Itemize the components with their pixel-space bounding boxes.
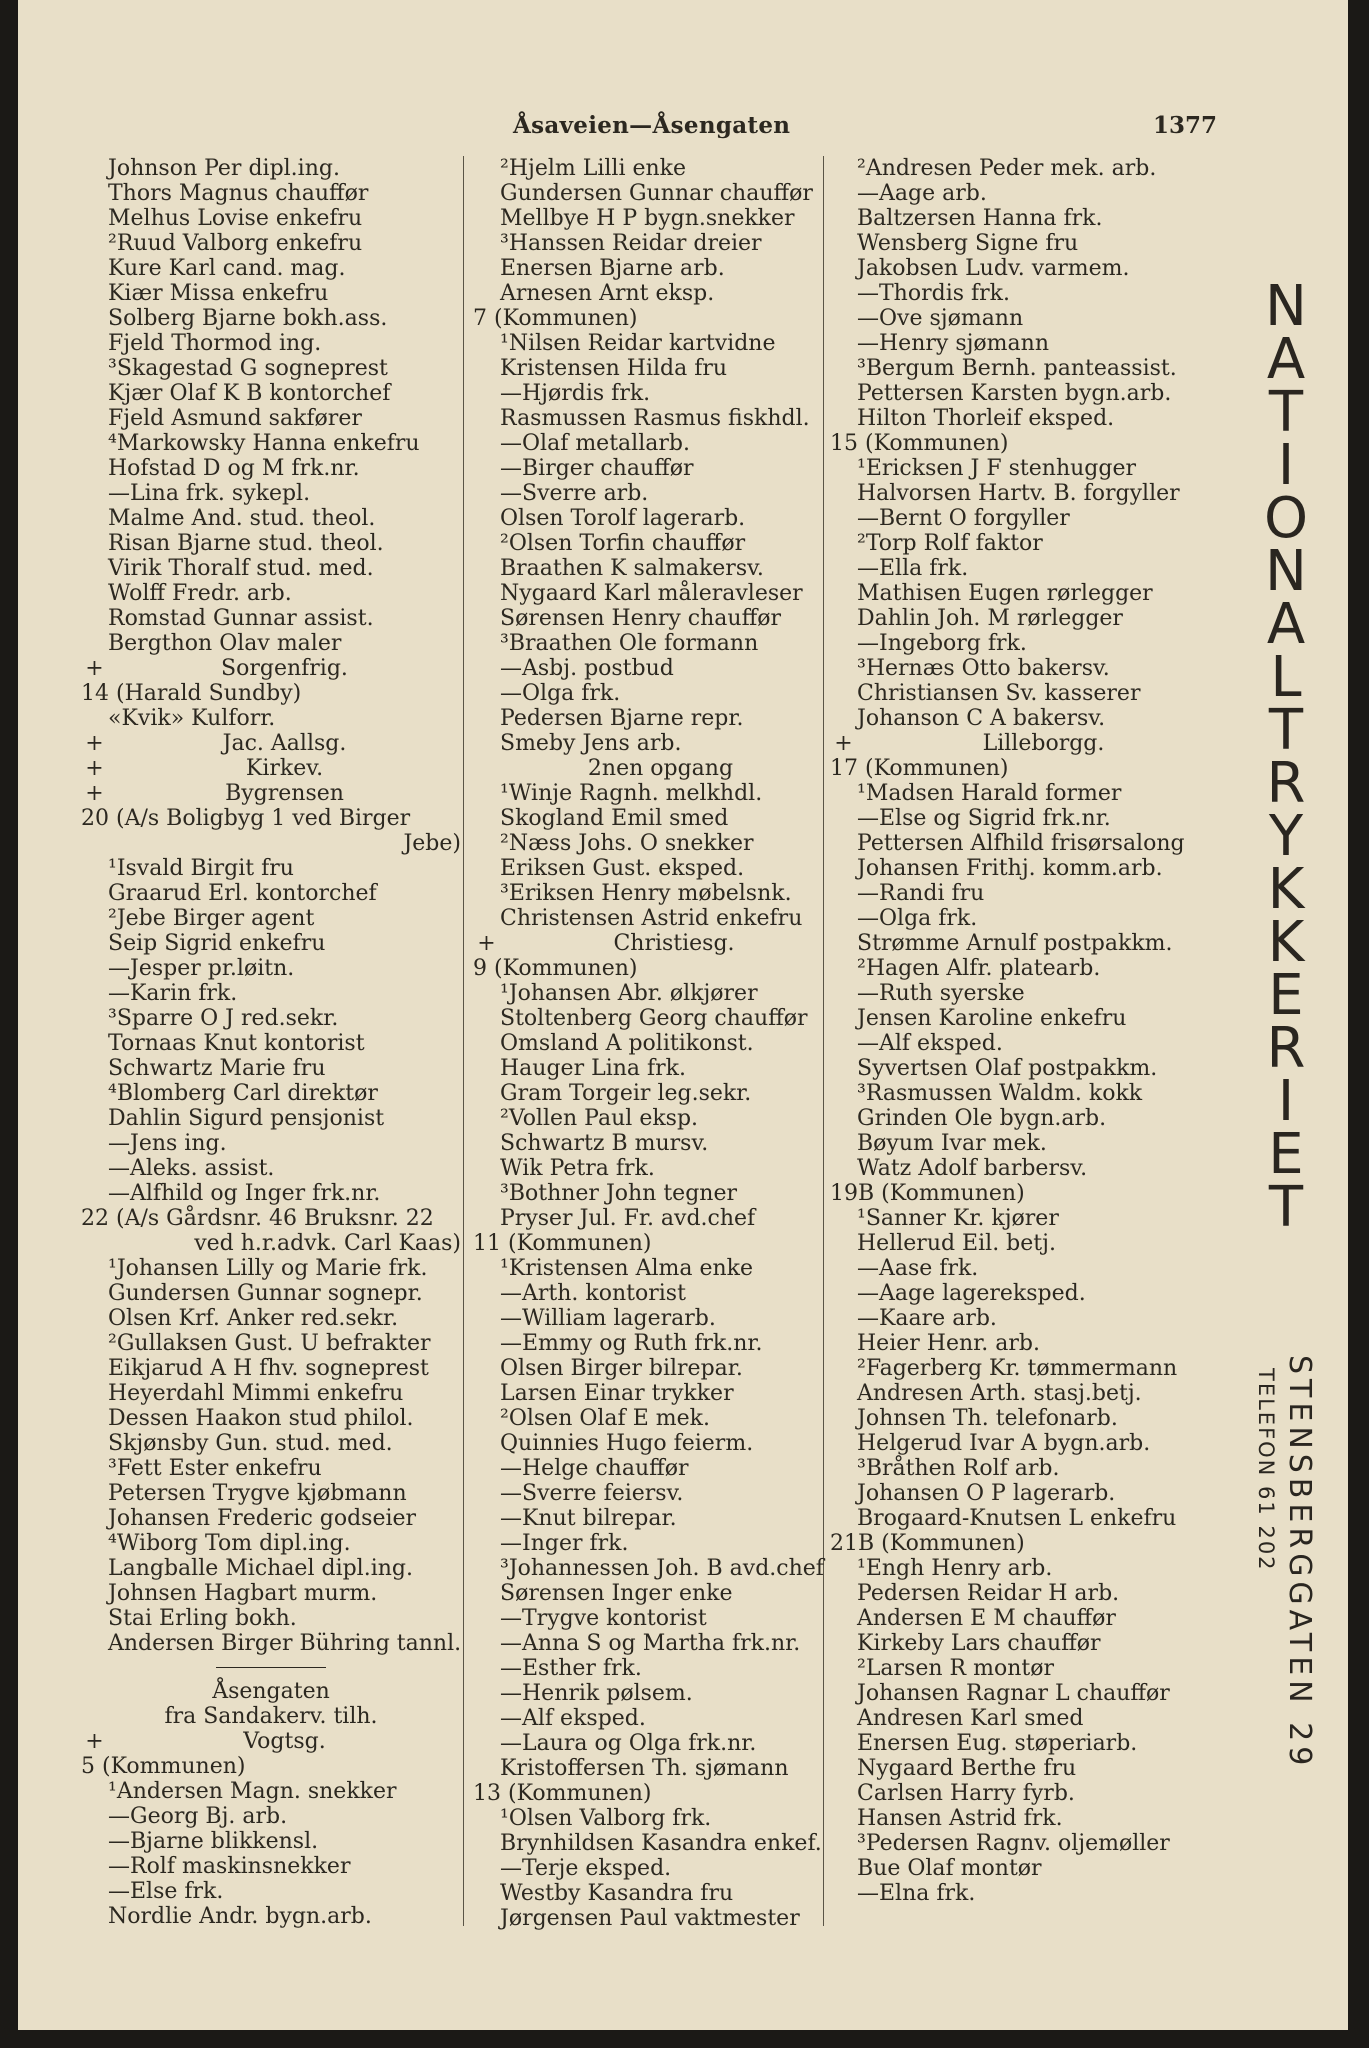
resident-entry: Andresen Arth. stasj.betj. [857,1381,1142,1406]
resident-entry: Virik Thoralf stud. med. [108,556,374,581]
resident-entry: Pettersen Karsten bygn.arb. [857,381,1172,406]
resident-entry: —Esther frk. [500,1656,642,1681]
resident-entry: Wik Petra frk. [500,1156,655,1181]
resident-entry: —Knut bilrepar. [500,1506,677,1531]
brand-letter: R [1266,1016,1306,1081]
house-number-heading: 14 (Harald Sundby) [81,681,302,706]
resident-entry: —Inger frk. [500,1531,629,1556]
resident-entry: —Sverre feiersv. [500,1481,684,1506]
resident-entry: ¹Andersen Magn. snekker [108,1779,397,1804]
resident-entry: Thors Magnus chauffør [108,181,369,206]
house-number-heading: 11 (Kommunen) [473,1231,652,1256]
resident-entry: Wolff Fredr. arb. [108,581,292,606]
resident-entry: Fjeld Asmund sakfører [108,406,362,431]
resident-entry: Braathen K salmakersv. [500,556,764,581]
resident-entry: Andersen Birger Bühring tannl. [108,1631,462,1656]
brand-letter: K [1267,857,1305,922]
brand-letter: A [1266,592,1306,657]
cross-street [81,756,461,781]
resident-entry: —Jesper pr.løitn. [108,956,295,981]
cross-marker-icon: + [477,931,496,956]
resident-entry: Skogland Emil smed [500,806,729,831]
resident-entry: Nygaard Berthe fru [857,1756,1077,1781]
resident-entry: Westby Kasandra fru [500,1881,734,1906]
cross-marker-icon: + [85,781,104,806]
resident-entry: Hellerud Eil. betj. [857,1231,1056,1256]
resident-entry: ¹Johansen Abr. ølkjører [500,981,758,1006]
cross-street-name: Lilleborgg. [982,731,1105,756]
resident-entry: —Aage lagereksped. [857,1281,1086,1306]
resident-entry: ³Hernæs Otto bakersv. [857,656,1110,681]
resident-entry: ⁴Markowsky Hanna enkefru [108,431,420,456]
resident-entry: —Aleks. assist. [108,1156,275,1181]
resident-entry: Pedersen Bjarne repr. [500,706,744,731]
resident-entry: Jakobsen Ludv. varmem. [857,256,1130,281]
brand-letter: N [1265,274,1307,339]
resident-entry: Dahlin Joh. M rørlegger [857,606,1123,631]
resident-entry: —Alf eksped. [857,1031,1003,1056]
resident-entry: ²Gullaksen Gust. U befrakter [108,1331,431,1356]
resident-entry: Johnsen Hagbart murm. [108,1581,378,1606]
page-number: 1377 [1153,112,1218,139]
resident-entry: —Ingeborg frk. [857,631,1027,656]
directory-column-1 [81,156,461,1929]
resident-entry: ¹Nilsen Reidar kartvidne [500,331,776,356]
resident-entry: ¹Isvald Birgit fru [108,856,294,881]
street-heading: Åsengaten [212,1679,330,1704]
resident-entry: ³Rasmussen Waldm. kokk [857,1081,1143,1106]
resident-entry: —Anna S og Martha frk.nr. [500,1631,801,1656]
cross-marker-icon: + [85,756,104,781]
resident-entry: Sørensen Henry chauffør [500,606,781,631]
resident-entry: Gundersen Gunnar chauffør [500,181,813,206]
resident-entry: Bue Olaf montør [857,1856,1042,1881]
resident-entry: —Trygve kontorist [500,1606,707,1631]
house-number-heading: 13 (Kommunen) [473,1781,652,1806]
resident-entry: ¹Winje Ragnh. melkhdl. [500,781,763,806]
resident-entry: Kiær Missa enkefru [108,281,329,306]
house-number-heading: 17 (Kommunen) [830,756,1009,781]
street-heading: fra Sandakerv. tilh. [164,1704,378,1729]
resident-entry: Schwartz B mursv. [500,1131,709,1156]
cross-marker-icon: + [834,731,853,756]
resident-entry: Olsen Torolf lagerarb. [500,506,746,531]
cross-street-name: Sorgenfrig. [221,656,348,681]
resident-entry: Heyerdahl Mimmi enkefru [108,1381,404,1406]
cross-street [81,656,461,681]
resident-entry: Johansen O P lagerarb. [857,1481,1116,1506]
resident-entry: ⁴Blomberg Carl direktør [108,1081,378,1106]
resident-entry: Johanson C A bakersv. [857,706,1106,731]
resident-entry: Dessen Haakon stud philol. [108,1406,414,1431]
resident-entry: ¹Kristensen Alma enke [500,1256,754,1281]
resident-entry: —Terje eksped. [500,1856,672,1881]
resident-entry: ²Fagerberg Kr. tømmermann [857,1356,1178,1381]
resident-entry: Solberg Bjarne bokh.ass. [108,306,388,331]
resident-entry: Fjeld Thormod ing. [108,331,322,356]
resident-entry: Hofstad D og M frk.nr. [108,456,360,481]
house-number-heading: 7 (Kommunen) [473,306,638,331]
resident-entry: ²Olsen Torfin chauffør [500,531,746,556]
house-number-heading: 9 (Kommunen) [473,956,638,981]
cross-street-name: Christiesg. [613,931,735,956]
resident-entry: Baltzersen Hanna frk. [857,206,1103,231]
resident-entry: Larsen Einar trykker [500,1381,734,1406]
cross-marker-icon: + [85,731,104,756]
street-heading: 2nen opgang [587,756,734,781]
resident-entry: ²Næss Johs. O snekker [500,831,754,856]
resident-entry: —Helge chauffør [500,1456,689,1481]
house-number-heading: 22 (A/s Gårdsnr. 46 Bruksnr. 22 [81,1206,434,1231]
resident-entry: —Jens ing. [108,1131,227,1156]
resident-entry: Pryser Jul. Fr. avd.chef [500,1206,756,1231]
resident-entry: —Ella frk. [857,556,969,581]
resident-entry: —Olga frk. [857,906,978,931]
brand-letter: A [1266,327,1306,392]
resident-entry: Eikjarud A H fhv. sogneprest [108,1356,429,1381]
cross-street [830,731,1230,756]
resident-entry: ²Andresen Peder mek. arb. [857,156,1157,181]
cross-street-name: Vogtsg. [243,1729,326,1754]
brand-letter: N [1265,539,1307,604]
side-address-text: STENSBERGGATEN 29 [1282,1355,1317,1771]
resident-entry: Sørensen Inger enke [500,1581,733,1606]
resident-entry: ²Olsen Olaf E mek. [500,1406,710,1431]
resident-entry: Wensberg Signe fru [857,231,1079,256]
resident-entry: Stoltenberg Georg chauffør [500,1006,808,1031]
resident-entry: Mellbye H P bygn.snekker [500,206,795,231]
house-number-heading: 5 (Kommunen) [81,1754,246,1779]
resident-entry: —Alf eksped. [500,1706,646,1731]
resident-entry: Andresen Karl smed [857,1706,1084,1731]
resident-entry: ³Bergum Bernh. panteassist. [857,356,1177,381]
resident-entry: —Bjarne blikkensl. [108,1829,319,1854]
brand-letter: R [1266,751,1306,816]
house-number-heading: 20 (A/s Boligbyg 1 ved Birger [81,806,411,831]
resident-entry: —Henry sjømann [857,331,1049,356]
resident-entry: Gundersen Gunnar sognepr. [108,1281,423,1306]
resident-entry: Smeby Jens arb. [500,731,682,756]
resident-entry: —Olga frk. [500,681,621,706]
resident-entry: —Elna frk. [857,1881,976,1906]
resident-entry: Halvorsen Hartv. B. forgyller [857,481,1180,506]
resident-entry: —Arth. kontorist [500,1281,686,1306]
resident-entry: Enersen Bjarne arb. [500,256,725,281]
directory-column-2 [473,156,848,1931]
resident-entry: Helgerud Ivar A bygn.arb. [857,1431,1151,1456]
resident-entry: Olsen Birger bilrepar. [500,1356,743,1381]
resident-entry: —Karin frk. [108,981,238,1006]
cross-street [81,731,461,756]
resident-entry: ³Fett Ester enkefru [108,1456,322,1481]
brand-letter: E [1268,963,1304,1028]
resident-entry: Kirkeby Lars chauffør [857,1631,1101,1656]
resident-entry: ¹Olsen Valborg frk. [500,1806,712,1831]
resident-entry: ²Hjelm Lilli enke [500,156,687,181]
brand-letter: K [1267,910,1305,975]
resident-entry: Strømme Arnulf postpakkm. [857,931,1173,956]
resident-entry: Jørgensen Paul vaktmester [500,1906,800,1931]
resident-entry: Jensen Karoline enkefru [857,1006,1127,1031]
page-title: Åsaveien—Åsengaten [513,112,791,139]
resident-entry: Heier Henr. arb. [857,1331,1040,1356]
resident-entry: —Sverre arb. [500,481,649,506]
resident-entry: —Bernt O forgyller [857,506,1070,531]
resident-entry: —Else og Sigrid frk.nr. [857,806,1111,831]
resident-entry: Arnesen Arnt eksp. [500,281,715,306]
house-number-heading: 21B (Kommunen) [830,1531,1025,1556]
resident-entry: Hauger Lina frk. [500,1056,686,1081]
resident-entry: Johansen Frederic godseier [108,1506,417,1531]
resident-entry: Skjønsby Gun. stud. med. [108,1431,393,1456]
resident-entry: Mathisen Eugen rørlegger [857,581,1153,606]
resident-entry: —Alfhild og Inger frk.nr. [108,1181,381,1206]
cross-street [81,781,461,806]
resident-entry: Kure Karl cand. mag. [108,256,346,281]
resident-entry: —Birger chauffør [500,456,694,481]
resident-entry: ³Eriksen Henry møbelsnk. [500,881,792,906]
cross-street [81,1729,461,1754]
brand-letter: I [1277,433,1295,498]
resident-entry: ¹Madsen Harald former [857,781,1122,806]
resident-entry: —Ruth syerske [857,981,1025,1006]
brand-letter: T [1268,1175,1304,1240]
resident-entry: Romstad Gunnar assist. [108,606,374,631]
cross-marker-icon: + [85,656,104,681]
resident-entry: Quinnies Hugo feierm. [500,1431,754,1456]
resident-entry: Graarud Erl. kontorchef [108,881,377,906]
resident-entry: —William lagerarb. [500,1306,716,1331]
resident-entry: Brogaard-Knutsen L enkefru [857,1506,1177,1531]
brand-letter: I [1277,1069,1295,1134]
resident-entry: ¹Johansen Lilly og Marie frk. [108,1256,428,1281]
resident-entry: Rasmussen Rasmus fiskhdl. [500,406,810,431]
resident-entry: Stai Erling bokh. [108,1606,297,1631]
resident-entry: Bøyum Ivar mek. [857,1131,1047,1156]
resident-entry: Hansen Astrid frk. [857,1806,1063,1831]
resident-entry: —Olaf metallarb. [500,431,690,456]
resident-entry: Malme And. stud. theol. [108,506,376,531]
resident-entry: Johnson Per dipl.ing. [108,156,340,181]
side-brand-text [1251,274,1321,1240]
resident-entry: Omsland A politikonst. [500,1031,754,1056]
resident-entry: Johansen Frithj. komm.arb. [857,856,1163,881]
resident-entry: —Laura og Olga frk.nr. [500,1731,757,1756]
cross-street [473,931,848,956]
resident-entry: ²Hagen Alfr. platearb. [857,956,1101,981]
resident-entry: —Kaare arb. [857,1306,997,1331]
resident-entry: Kjær Olaf K B kontorchef [108,381,391,406]
resident-entry: Kristensen Hilda fru [500,356,728,381]
resident-entry: Dahlin Sigurd pensjonist [108,1106,385,1131]
resident-entry: ³Braathen Ole formann [500,631,759,656]
resident-entry: Olsen Krf. Anker red.sekr. [108,1306,399,1331]
resident-entry: —Aage arb. [857,181,987,206]
resident-entry: ¹Engh Henry arb. [857,1556,1053,1581]
side-phone-text: TELEFON 61 202 [1254,1368,1278,1572]
resident-entry: —Hjørdis frk. [500,381,651,406]
resident-entry: ³Johannessen Joh. B avd.chef [500,1556,824,1581]
resident-entry: —Georg Bj. arb. [108,1804,288,1829]
directory-column-3 [830,156,1230,1906]
resident-entry: Carlsen Harry fyrb. [857,1781,1075,1806]
resident-entry: —Else frk. [108,1879,224,1904]
resident-entry: ³Bothner John tegner [500,1181,737,1206]
resident-entry: ³Bråthen Rolf arb. [857,1456,1060,1481]
resident-entry: ²Torp Rolf faktor [857,531,1043,556]
resident-entry: —Emmy og Ruth frk.nr. [500,1331,763,1356]
section-separator [216,1667,326,1668]
resident-entry: —Randi fru [857,881,985,906]
resident-entry: Watz Adolf barbersv. [857,1156,1088,1181]
resident-entry: Pedersen Reidar H arb. [857,1581,1120,1606]
resident-entry: ³Pedersen Ragnv. oljemøller [857,1831,1170,1856]
resident-entry: Tornaas Knut kontorist [108,1031,365,1056]
resident-entry: Brynhildsen Kasandra enkef. [500,1831,822,1856]
resident-entry: Gram Torgeir leg.sekr. [500,1081,752,1106]
resident-entry: —Thordis frk. [857,281,1010,306]
brand-letter: T [1268,380,1304,445]
column-divider [463,156,464,1926]
cross-marker-icon: + [85,1729,104,1754]
cross-street-name: Bygrensen [225,781,344,806]
resident-entry: Nygaard Karl måleravleser [500,581,803,606]
resident-entry: Johnsen Th. telefonarb. [857,1406,1118,1431]
resident-entry: ²Jebe Birger agent [108,906,315,931]
resident-entry: Christensen Astrid enkefru [500,906,803,931]
resident-entry: Pettersen Alfhild frisørsalong [857,831,1185,856]
resident-entry: —Henrik pølsem. [500,1681,693,1706]
brand-letter: T [1268,698,1304,763]
resident-entry: ²Vollen Paul eksp. [500,1106,699,1131]
cross-street-name: Jac. Aallsg. [222,731,347,756]
resident-entry: ³Skagestad G sogneprest [108,356,388,381]
house-number-heading: 15 (Kommunen) [830,431,1009,456]
resident-entry: Eriksen Gust. eksped. [500,856,745,881]
brand-letter: E [1268,1122,1304,1187]
resident-entry: ²Larsen R montør [857,1656,1054,1681]
resident-entry: Johansen Ragnar L chauffør [857,1681,1170,1706]
resident-entry: Risan Bjarne stud. theol. [108,531,384,556]
resident-entry: Nordlie Andr. bygn.arb. [108,1904,372,1929]
resident-entry: Hilton Thorleif eksped. [857,406,1115,431]
resident-entry: —Aase frk. [857,1256,979,1281]
resident-entry: ¹Ericksen J F stenhugger [857,456,1136,481]
resident-entry: —Asbj. postbud [500,656,674,681]
brand-letter: L [1270,645,1302,710]
resident-entry: Melhus Lovise enkefru [108,206,363,231]
resident-entry: ¹Sanner Kr. kjører [857,1206,1059,1231]
resident-entry: Enersen Eug. støperiarb. [857,1731,1138,1756]
brand-letter: O [1263,486,1309,551]
resident-entry: Petersen Trygve kjøbmann [108,1481,407,1506]
owner-continuation: ved h.r.advk. Carl Kaas) [194,1231,461,1256]
directory-page [18,0,1348,2030]
resident-entry: —Ove sjømann [857,306,1024,331]
resident-entry: Seip Sigrid enkefru [108,931,326,956]
resident-entry: —Lina frk. sykepl. [108,481,311,506]
resident-entry: «Kvik» Kulforr. [108,706,276,731]
resident-entry: ²Ruud Valborg enkefru [108,231,363,256]
resident-entry: Christiansen Sv. kasserer [857,681,1141,706]
resident-entry: ⁴Wiborg Tom dipl.ing. [108,1531,351,1556]
resident-entry: Syvertsen Olaf postpakkm. [857,1056,1158,1081]
resident-entry: Schwartz Marie fru [108,1056,326,1081]
resident-entry: Kristoffersen Th. sjømann [500,1756,789,1781]
resident-entry: Andersen E M chauffør [857,1606,1116,1631]
resident-entry: —Rolf maskinsnekker [108,1854,351,1879]
resident-entry: Grinden Ole bygn.arb. [857,1106,1107,1131]
brand-letter: Y [1268,804,1304,869]
owner-continuation: Jebe) [403,831,461,856]
resident-entry: Bergthon Olav maler [108,631,342,656]
resident-entry: Langballe Michael dipl.ing. [108,1556,413,1581]
cross-street-name: Kirkev. [245,756,324,781]
resident-entry: ³Hanssen Reidar dreier [500,231,762,256]
house-number-heading: 19B (Kommunen) [830,1181,1025,1206]
resident-entry: ³Sparre O J red.sekr. [108,1006,339,1031]
